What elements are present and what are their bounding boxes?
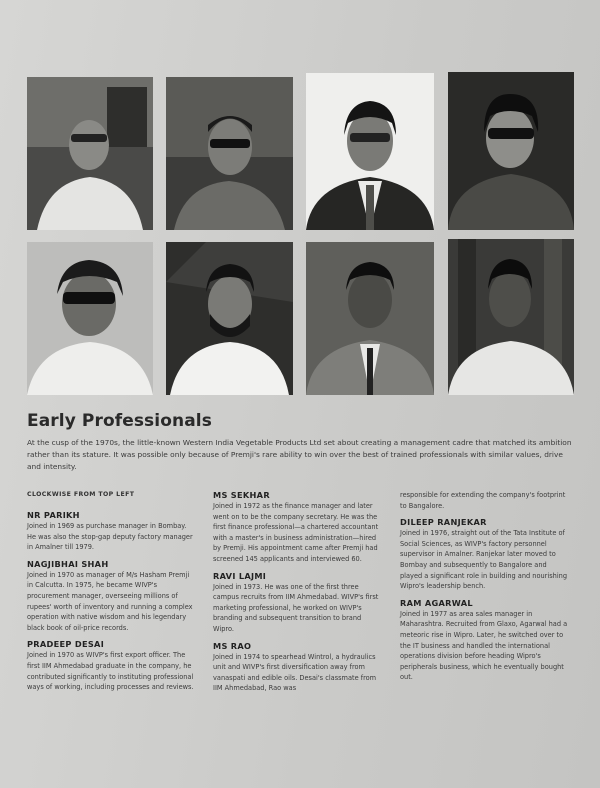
person-bio: Joined in 1970 as manager of M/s Hasham Premji in Calcutta. In 1975, he became WIVP's procurement manager, overseeing millions of rupees' worth of inventory and running a complex operation with native wisdom and his legendary black book of oil-price records.	[27, 570, 193, 632]
portrait-photo-2	[166, 77, 293, 230]
portrait-photo-5	[27, 242, 153, 395]
bio-entry	[27, 510, 197, 553]
person-name: RAM AGARWAL	[400, 597, 473, 608]
person-name: PRADEEP DESAI	[27, 639, 105, 650]
bio-column-3	[400, 490, 570, 689]
person-bio: Joined in 1973. He was one of the first three campus recruits from IIM Ahmedabad. WIVP's first marketing professional, he worked on WIVP's branding and subsequent transition to brand Wipro.	[213, 582, 379, 633]
bio-entry	[213, 571, 383, 635]
person-name: RAVI LAJMI	[213, 570, 267, 581]
portrait-photo-8	[448, 239, 574, 395]
bio-entry	[400, 517, 570, 592]
portrait-photo-6	[166, 242, 293, 395]
person-name: MS RAO	[213, 640, 252, 651]
bio-column-2	[213, 490, 383, 700]
person-name: NR PARIKH	[27, 510, 80, 520]
person-name: MS SEKHAR	[213, 490, 270, 500]
caption-label: CLOCKWISE FROM TOP LEFT	[27, 491, 135, 498]
person-bio: Joined in 1974 to spearhead Wintrol, a hydraulics unit and WIVP's first diversification away from vanaspati and edible oils. Desai's classmate from IIM Ahmedabad, Rao was	[213, 652, 377, 693]
person-name: NAGJIBHAI SHAH	[27, 558, 109, 569]
portrait-photo-1	[27, 77, 153, 230]
person-bio: Joined in 1970 as WIVP's first export officer. The first IIM Ahmedabad graduate in the company, he contributed significantly to instituting professional ways of working, including processes and reviews.	[27, 651, 194, 692]
portrait-photo-7	[306, 242, 434, 395]
person-name: DILEEP RANJEKAR	[400, 517, 487, 528]
bio-entry	[213, 641, 383, 694]
person-bio: Joined in 1976, straight out of the Tata Institute of Social Sciences, as WIVP's factory personnel supervisor in Amalner. Ranjekar later moved to Bombay and subsequently to Bangalore and played a significant role in building and nourishing Wipro's leadership bench.	[400, 529, 568, 591]
bio-entry	[213, 490, 383, 565]
bio-entry	[27, 639, 197, 692]
bio-entry	[27, 559, 197, 634]
section-intro: At the cusp of the 1970s, the little-known Western India Vegetable Products Ltd set about creating a management cadre that matched its ambition rather than its stature. It was possible only because of Premji's rare ability to win over the best of trained professionals with similar values, drive and intensity.	[27, 438, 572, 471]
bio-entry	[400, 598, 570, 683]
bio-column-1	[27, 491, 197, 699]
portrait-photo-3	[306, 73, 434, 230]
section-title: Early Professionals	[27, 411, 212, 431]
portrait-photo-4	[448, 72, 574, 230]
person-bio: Joined in 1972 as the finance manager and later went on to be the company secretary. He was the first finance professional—a chartered accountant with a master's in business administration—hired by Premji. His appointment came after Premji had screened 145 applicants and interviewed 60.	[213, 502, 379, 563]
person-bio: Joined in 1977 as area sales manager in Maharashtra. Recruited from Glaxo, Agarwal had a meteoric rise in Wipro. Later, he switched over to the IT business and handled the international operations division before heading Wipro's peripherals business, which he eventually bought out.	[400, 609, 568, 682]
continued-bio: responsible for extending the company's footprint to Bangalore.	[400, 491, 566, 510]
person-bio: Joined in 1969 as purchase manager in Bombay. He was also the stop-gap deputy factory manager in Amalner till 1979.	[27, 522, 193, 552]
